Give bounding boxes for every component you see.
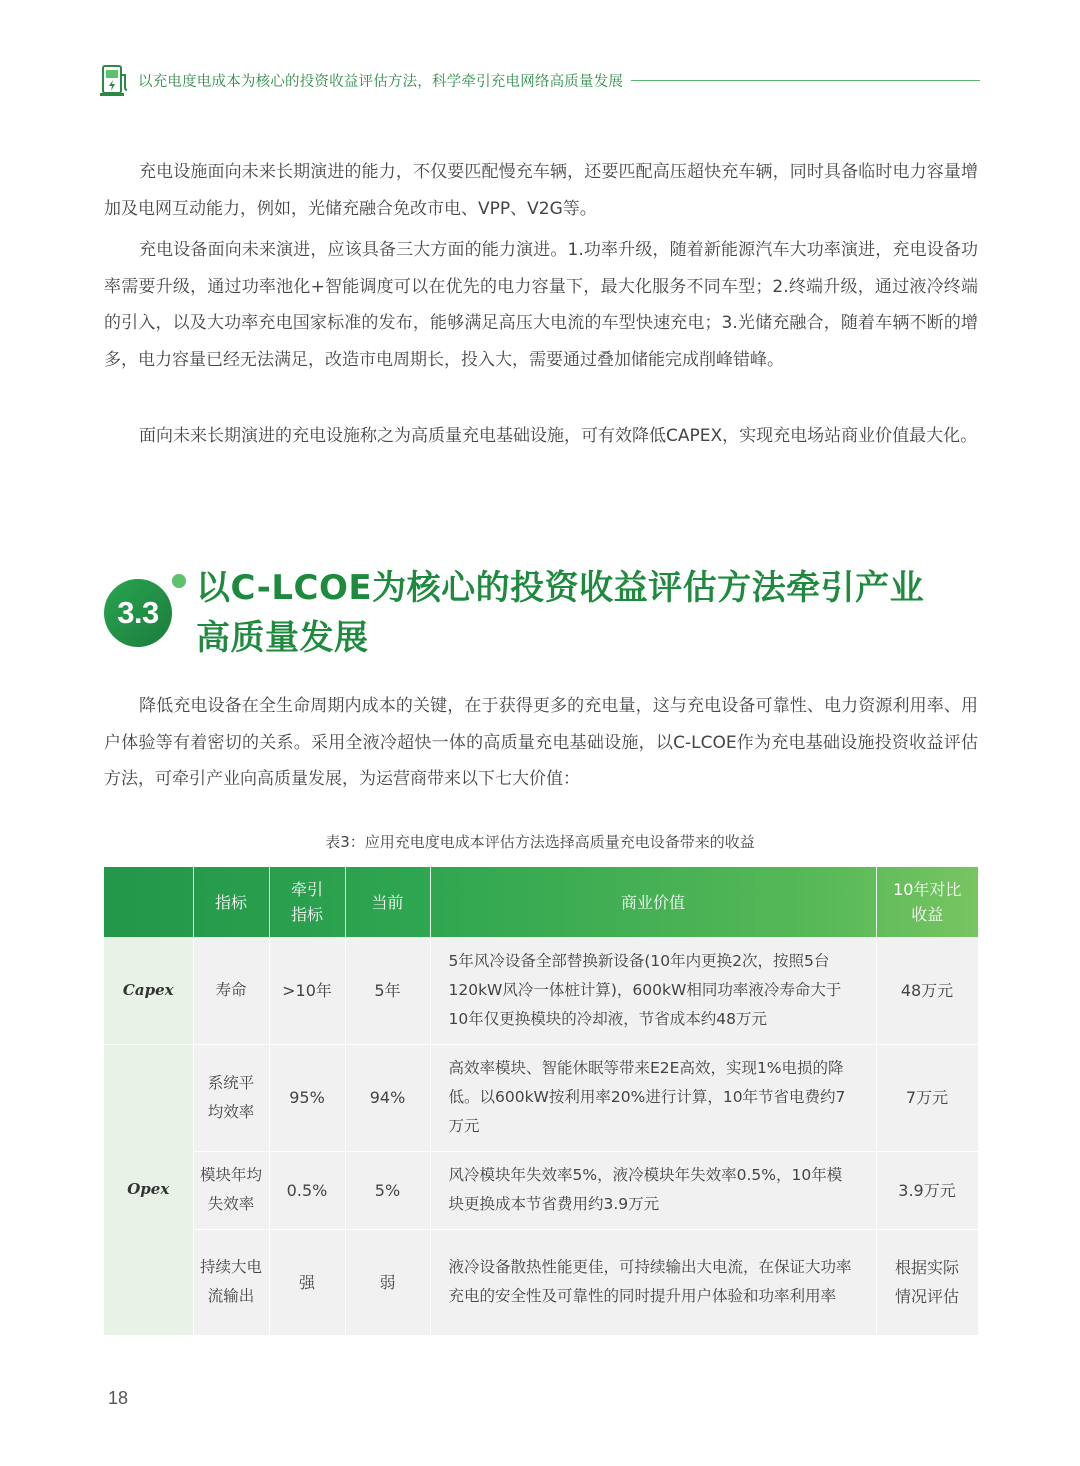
- cell-business-value: 5年风冷设备全部替换新设备(10年内更换2次，按照5台120kW风冷一体桩计算)，600kW相同功率液冷寿命大于10年仅更换模块的冷却液，节省成本约48万元: [430, 937, 876, 1044]
- cell-gain: [876, 1151, 978, 1229]
- table-row-opex-1: [104, 1044, 978, 1151]
- charging-station-icon: [100, 63, 130, 97]
- cell-target: >10年: [269, 937, 345, 1044]
- cell-current: 5%: [345, 1151, 430, 1229]
- header-business-value: 商业价值: [430, 867, 876, 937]
- cell-business-value: 风冷模块年失效率5%，液冷模块年失效率0.5%，10年模块更换成本节省费用约3.9万元: [430, 1151, 876, 1229]
- header-target-line-1: 牵引: [290, 880, 323, 899]
- table-caption: 表3：应用充电度电成本评估方法选择高质量充电设备带来的收益: [325, 833, 755, 851]
- cell-gain: 48万元: [876, 937, 978, 1044]
- gain-line-1: 7万元: [905, 1088, 949, 1107]
- cell-gain: [876, 1044, 978, 1151]
- section-title-line-1: 以C-LCOE为核心的投资收益评估方法牵引产业: [196, 568, 925, 608]
- section-dot: [172, 574, 186, 588]
- cell-metric: [193, 1229, 269, 1335]
- header-blank: [104, 867, 193, 937]
- header-target-line-2: 指标: [290, 905, 323, 924]
- metric-line-2: 失效率: [207, 1195, 255, 1213]
- intro-paragraph: 降低充电设备在全生命周期内成本的关键，在于获得更多的充电量，这与充电设备可靠性、电力资源利用率、用户体验等有着密切的关系。采用全液冷超快一体的高质量充电基础设施，以C-LCOE作为充电基础设施投资收益评估方法，可牵引产业向高质量发展，为运营商带来以下七大价值：: [104, 696, 978, 789]
- header-title: 以充电度电成本为核心的投资收益评估方法，科学牵引充电网络高质量发展: [138, 73, 624, 90]
- cell-metric: 寿命: [193, 937, 269, 1044]
- header-metric: 指标: [193, 867, 269, 937]
- metric-line-1: 持续大电: [199, 1258, 262, 1276]
- benefit-table: [104, 867, 979, 1336]
- cell-current: 弱: [345, 1229, 430, 1335]
- cell-metric: [193, 1044, 269, 1151]
- cell-target: 0.5%: [269, 1151, 345, 1229]
- metric-line-2: 均效率: [207, 1102, 255, 1121]
- cell-current: 5年: [345, 937, 430, 1044]
- cell-target: 强: [269, 1229, 345, 1335]
- page-number: 18: [108, 1388, 129, 1408]
- header-gain-line-1: 10年对比: [893, 880, 962, 899]
- header-current: 当前: [345, 867, 430, 937]
- gain-line-1: 根据实际: [894, 1258, 959, 1277]
- cell-current: 94%: [345, 1044, 430, 1151]
- metric-line-1: 模块年均: [199, 1166, 262, 1184]
- paragraph-2: 充电设备面向未来演进，应该具备三大方面的能力演进。1.功率升级，随着新能源汽车大功率演进，充电设备功率需要升级，通过功率池化+智能调度可以在优先的电力容量下，最大化服务不同车型；2.终端升级，通过液冷终端的引入，以及大功率充电国家标准的发布，能够满足高压大电流的车型快速充电；3.光储充融合，随着车辆不断的增多，电力容量已经无法满足，改造市电周期长，投入大，需要通过叠加储能完成削峰错峰。: [104, 240, 978, 370]
- header-divider: [631, 80, 980, 81]
- section-title: [196, 563, 996, 663]
- cell-business-value: 液冷设备散热性能更佳，可持续输出大电流，在保证大功率充电的安全性及可靠性的同时提升用户体验和功率利用率: [430, 1229, 876, 1335]
- table-header-row: [104, 867, 978, 937]
- page-header: [100, 62, 980, 98]
- section-number-badge: 3.3: [104, 579, 172, 647]
- table-row-capex: [104, 937, 978, 1044]
- cell-business-value: 高效率模块、智能休眠等带来E2E高效，实现1%电损的降低。以600kW按利用率20%进行计算，10年节省电费约7万元: [430, 1044, 876, 1151]
- cell-target: 95%: [269, 1044, 345, 1151]
- category-opex: Opex: [104, 1044, 193, 1335]
- header-target: [269, 867, 345, 937]
- section-title-line-2: 高质量发展: [196, 618, 369, 658]
- cell-gain: [876, 1229, 978, 1335]
- paragraph-3: 面向未来长期演进的充电设施称之为高质量充电基础设施，可有效降低CAPEX，实现充电场站商业价值最大化。: [139, 426, 978, 446]
- paragraph-1: 充电设施面向未来长期演进的能力，不仅要匹配慢充车辆，还要匹配高压超快充车辆，同时具备临时电力容量增加及电网互动能力，例如，光储充融合免改市电、VPP、V2G等。: [104, 162, 978, 219]
- cell-metric: [193, 1151, 269, 1229]
- gain-line-2: 情况评估: [894, 1287, 959, 1306]
- metric-line-1: 系统平: [207, 1073, 255, 1092]
- table-row-opex-2: [104, 1151, 978, 1229]
- header-gain: [876, 867, 978, 937]
- header-gain-line-2: 收益: [911, 905, 944, 924]
- category-capex: Capex: [104, 937, 193, 1044]
- metric-line-2: 流输出: [207, 1287, 255, 1305]
- table-row-opex-3: [104, 1229, 978, 1335]
- gain-line-1: 3.9万元: [898, 1180, 956, 1200]
